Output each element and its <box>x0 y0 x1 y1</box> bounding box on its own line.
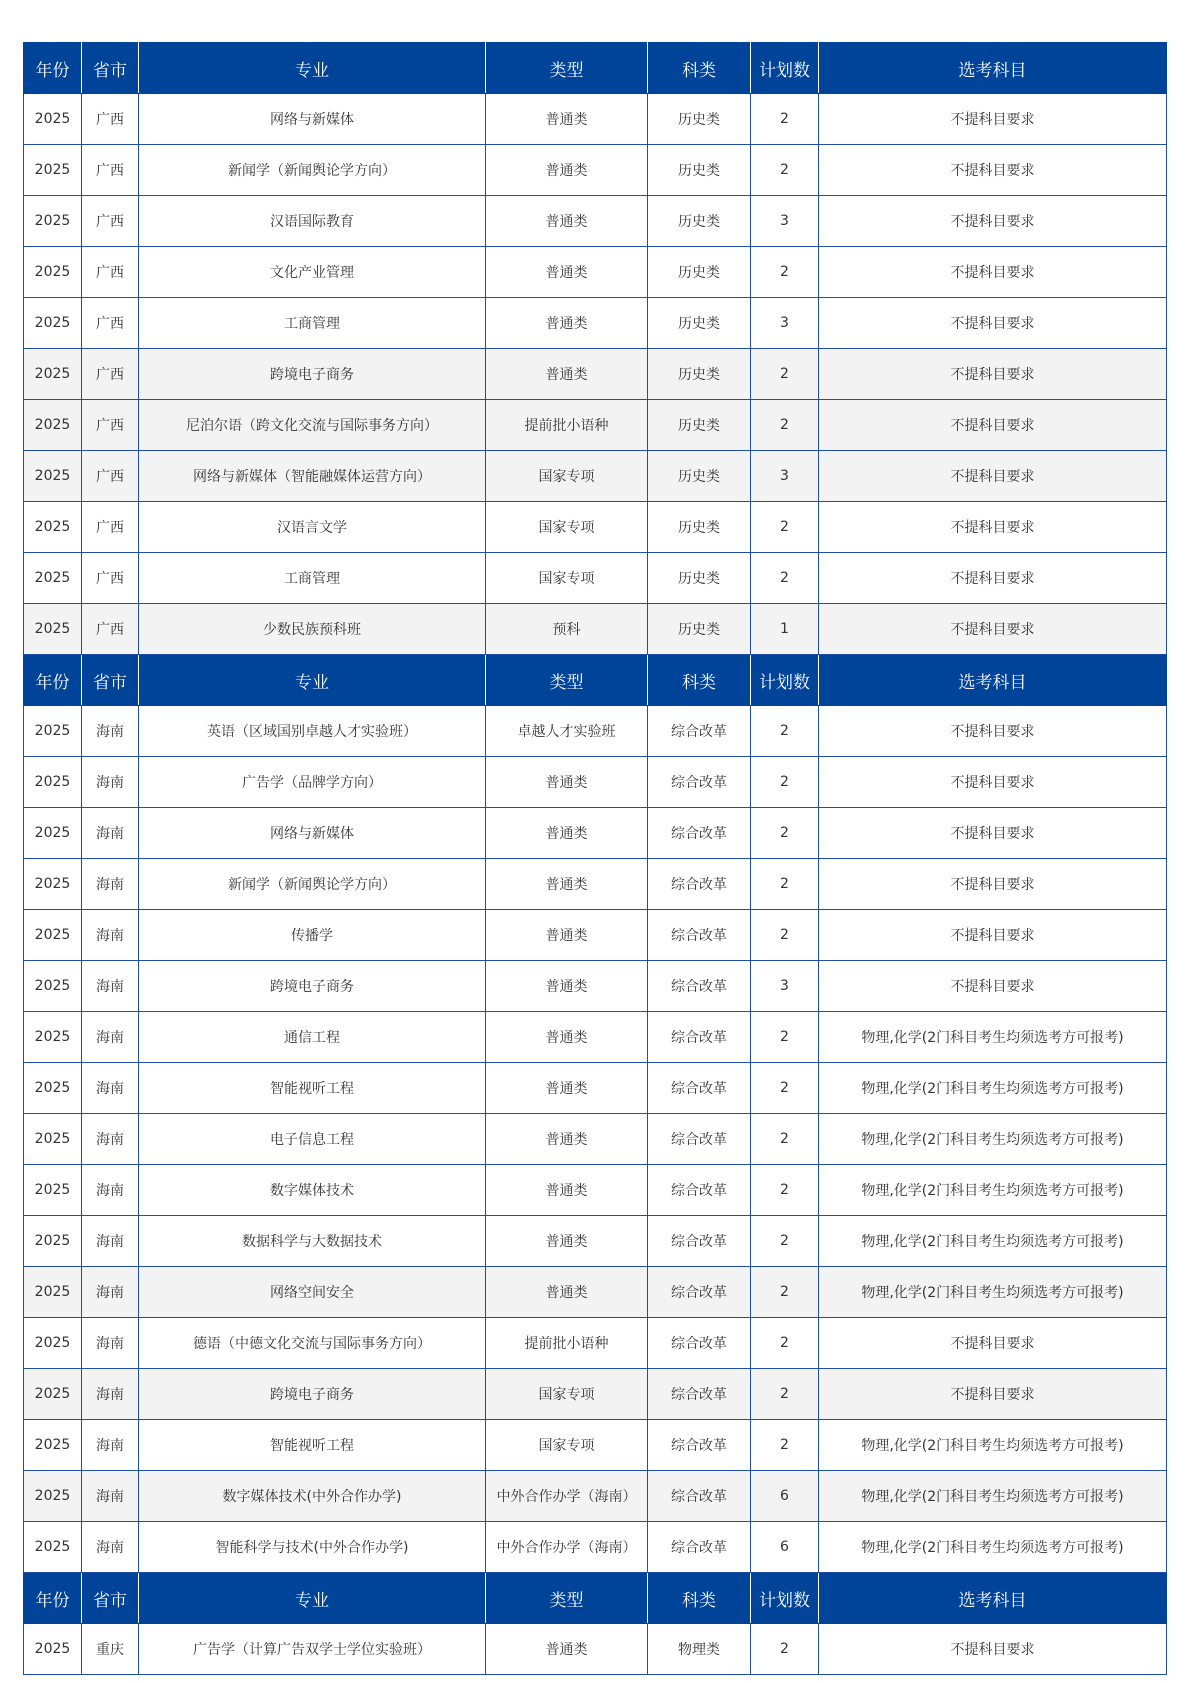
column-header-province: 省市 <box>82 655 139 706</box>
cell-category: 综合改革 <box>648 757 751 808</box>
table-row <box>24 1063 1167 1114</box>
column-header-required-subjects: 选考科目 <box>819 655 1167 706</box>
cell-year: 2025 <box>24 400 82 451</box>
table-row <box>24 706 1167 757</box>
cell-province: 海南 <box>82 1114 139 1165</box>
cell-year: 2025 <box>24 1012 82 1063</box>
cell-province: 海南 <box>82 1063 139 1114</box>
cell-required-subjects: 不提科目要求 <box>819 502 1167 553</box>
cell-plan-count: 3 <box>751 451 819 502</box>
cell-category: 历史类 <box>648 298 751 349</box>
cell-type: 普通类 <box>486 247 648 298</box>
column-header-year: 年份 <box>24 1573 82 1624</box>
table-row <box>24 451 1167 502</box>
cell-plan-count: 2 <box>751 808 819 859</box>
cell-province: 广西 <box>82 451 139 502</box>
column-header-category: 科类 <box>648 1573 751 1624</box>
cell-category: 历史类 <box>648 247 751 298</box>
cell-year: 2025 <box>24 1267 82 1318</box>
cell-type: 提前批小语种 <box>486 1318 648 1369</box>
cell-plan-count: 2 <box>751 247 819 298</box>
cell-required-subjects: 不提科目要求 <box>819 706 1167 757</box>
cell-type: 普通类 <box>486 1216 648 1267</box>
cell-required-subjects: 不提科目要求 <box>819 196 1167 247</box>
cell-required-subjects: 不提科目要求 <box>819 1318 1167 1369</box>
cell-province: 海南 <box>82 1471 139 1522</box>
cell-category: 历史类 <box>648 400 751 451</box>
cell-province: 广西 <box>82 502 139 553</box>
cell-plan-count: 2 <box>751 145 819 196</box>
cell-category: 综合改革 <box>648 1267 751 1318</box>
cell-year: 2025 <box>24 349 82 400</box>
cell-major: 汉语国际教育 <box>139 196 486 247</box>
cell-category: 历史类 <box>648 451 751 502</box>
cell-year: 2025 <box>24 1063 82 1114</box>
table-row <box>24 757 1167 808</box>
column-header-plan-count: 计划数 <box>751 655 819 706</box>
cell-required-subjects: 物理,化学(2门科目考生均须选考方可报考) <box>819 1522 1167 1573</box>
cell-plan-count: 2 <box>751 94 819 145</box>
cell-required-subjects: 物理,化学(2门科目考生均须选考方可报考) <box>819 1471 1167 1522</box>
cell-required-subjects: 物理,化学(2门科目考生均须选考方可报考) <box>819 1063 1167 1114</box>
cell-province: 海南 <box>82 1318 139 1369</box>
cell-required-subjects: 不提科目要求 <box>819 604 1167 655</box>
cell-required-subjects: 不提科目要求 <box>819 349 1167 400</box>
cell-province: 海南 <box>82 1522 139 1573</box>
table-row <box>24 247 1167 298</box>
cell-type: 普通类 <box>486 1267 648 1318</box>
cell-major: 广告学（品牌学方向） <box>139 757 486 808</box>
cell-category: 综合改革 <box>648 706 751 757</box>
cell-plan-count: 2 <box>751 1420 819 1471</box>
cell-type: 普通类 <box>486 196 648 247</box>
cell-year: 2025 <box>24 961 82 1012</box>
cell-year: 2025 <box>24 1216 82 1267</box>
column-header-type: 类型 <box>486 43 648 94</box>
cell-type: 国家专项 <box>486 1369 648 1420</box>
column-header-required-subjects: 选考科目 <box>819 43 1167 94</box>
cell-required-subjects: 不提科目要求 <box>819 910 1167 961</box>
cell-category: 综合改革 <box>648 1471 751 1522</box>
cell-type: 普通类 <box>486 1624 648 1675</box>
cell-type: 普通类 <box>486 859 648 910</box>
table-header-row <box>24 43 1167 94</box>
cell-major: 工商管理 <box>139 553 486 604</box>
cell-plan-count: 1 <box>751 604 819 655</box>
cell-plan-count: 2 <box>751 859 819 910</box>
cell-type: 普通类 <box>486 349 648 400</box>
cell-year: 2025 <box>24 1318 82 1369</box>
cell-required-subjects: 不提科目要求 <box>819 145 1167 196</box>
cell-category: 综合改革 <box>648 1063 751 1114</box>
table-row <box>24 553 1167 604</box>
cell-category: 综合改革 <box>648 1318 751 1369</box>
table-row <box>24 1216 1167 1267</box>
column-header-category: 科类 <box>648 655 751 706</box>
cell-province: 广西 <box>82 604 139 655</box>
cell-plan-count: 6 <box>751 1522 819 1573</box>
cell-major: 新闻学（新闻舆论学方向） <box>139 145 486 196</box>
cell-major: 工商管理 <box>139 298 486 349</box>
cell-major: 电子信息工程 <box>139 1114 486 1165</box>
cell-major: 新闻学（新闻舆论学方向） <box>139 859 486 910</box>
column-header-type: 类型 <box>486 655 648 706</box>
cell-year: 2025 <box>24 1114 82 1165</box>
cell-category: 综合改革 <box>648 910 751 961</box>
cell-type: 普通类 <box>486 1114 648 1165</box>
column-header-major: 专业 <box>139 655 486 706</box>
cell-province: 重庆 <box>82 1624 139 1675</box>
cell-major: 通信工程 <box>139 1012 486 1063</box>
cell-year: 2025 <box>24 298 82 349</box>
cell-province: 海南 <box>82 1012 139 1063</box>
cell-major: 跨境电子商务 <box>139 349 486 400</box>
column-header-year: 年份 <box>24 43 82 94</box>
cell-category: 历史类 <box>648 604 751 655</box>
cell-required-subjects: 物理,化学(2门科目考生均须选考方可报考) <box>819 1114 1167 1165</box>
table-header-row <box>24 1573 1167 1624</box>
cell-province: 海南 <box>82 910 139 961</box>
cell-category: 综合改革 <box>648 1114 751 1165</box>
column-header-province: 省市 <box>82 43 139 94</box>
cell-year: 2025 <box>24 706 82 757</box>
cell-type: 普通类 <box>486 1063 648 1114</box>
cell-required-subjects: 物理,化学(2门科目考生均须选考方可报考) <box>819 1012 1167 1063</box>
cell-year: 2025 <box>24 94 82 145</box>
cell-required-subjects: 物理,化学(2门科目考生均须选考方可报考) <box>819 1216 1167 1267</box>
cell-major: 数字媒体技术(中外合作办学) <box>139 1471 486 1522</box>
table-row <box>24 196 1167 247</box>
cell-province: 广西 <box>82 298 139 349</box>
cell-required-subjects: 不提科目要求 <box>819 859 1167 910</box>
cell-province: 海南 <box>82 706 139 757</box>
cell-province: 海南 <box>82 961 139 1012</box>
table-row <box>24 808 1167 859</box>
cell-category: 历史类 <box>648 553 751 604</box>
cell-plan-count: 2 <box>751 1063 819 1114</box>
cell-province: 海南 <box>82 1420 139 1471</box>
cell-major: 跨境电子商务 <box>139 961 486 1012</box>
cell-required-subjects: 不提科目要求 <box>819 400 1167 451</box>
cell-plan-count: 2 <box>751 757 819 808</box>
column-header-province: 省市 <box>82 1573 139 1624</box>
admission-plan-container <box>23 42 1166 1675</box>
table-header-row <box>24 655 1167 706</box>
table-row <box>24 1522 1167 1573</box>
cell-category: 历史类 <box>648 145 751 196</box>
cell-year: 2025 <box>24 1624 82 1675</box>
cell-required-subjects: 不提科目要求 <box>819 808 1167 859</box>
table-row <box>24 1165 1167 1216</box>
cell-type: 国家专项 <box>486 553 648 604</box>
table-row <box>24 961 1167 1012</box>
cell-required-subjects: 不提科目要求 <box>819 961 1167 1012</box>
cell-category: 物理类 <box>648 1624 751 1675</box>
cell-major: 德语（中德文化交流与国际事务方向） <box>139 1318 486 1369</box>
table-row <box>24 1369 1167 1420</box>
column-header-required-subjects: 选考科目 <box>819 1573 1167 1624</box>
cell-major: 传播学 <box>139 910 486 961</box>
cell-type: 普通类 <box>486 1012 648 1063</box>
table-row <box>24 400 1167 451</box>
cell-plan-count: 2 <box>751 1318 819 1369</box>
table-row <box>24 1624 1167 1675</box>
column-header-year: 年份 <box>24 655 82 706</box>
table-body <box>24 43 1167 1675</box>
cell-category: 历史类 <box>648 502 751 553</box>
cell-plan-count: 2 <box>751 1216 819 1267</box>
cell-required-subjects: 不提科目要求 <box>819 298 1167 349</box>
cell-required-subjects: 不提科目要求 <box>819 1624 1167 1675</box>
cell-plan-count: 3 <box>751 196 819 247</box>
cell-category: 综合改革 <box>648 1165 751 1216</box>
cell-year: 2025 <box>24 808 82 859</box>
cell-type: 提前批小语种 <box>486 400 648 451</box>
table-row <box>24 298 1167 349</box>
column-header-category: 科类 <box>648 43 751 94</box>
cell-type: 普通类 <box>486 1165 648 1216</box>
cell-plan-count: 2 <box>751 1012 819 1063</box>
cell-required-subjects: 不提科目要求 <box>819 247 1167 298</box>
cell-major: 文化产业管理 <box>139 247 486 298</box>
cell-major: 智能视听工程 <box>139 1420 486 1471</box>
table-row <box>24 94 1167 145</box>
cell-year: 2025 <box>24 757 82 808</box>
cell-province: 广西 <box>82 553 139 604</box>
cell-year: 2025 <box>24 145 82 196</box>
cell-province: 广西 <box>82 400 139 451</box>
cell-province: 广西 <box>82 94 139 145</box>
cell-year: 2025 <box>24 196 82 247</box>
cell-required-subjects: 物理,化学(2门科目考生均须选考方可报考) <box>819 1267 1167 1318</box>
cell-major: 广告学（计算广告双学士学位实验班） <box>139 1624 486 1675</box>
cell-plan-count: 3 <box>751 298 819 349</box>
cell-major: 跨境电子商务 <box>139 1369 486 1420</box>
cell-type: 卓越人才实验班 <box>486 706 648 757</box>
cell-major: 汉语言文学 <box>139 502 486 553</box>
table-row <box>24 502 1167 553</box>
column-header-type: 类型 <box>486 1573 648 1624</box>
column-header-major: 专业 <box>139 1573 486 1624</box>
cell-major: 数据科学与大数据技术 <box>139 1216 486 1267</box>
cell-plan-count: 6 <box>751 1471 819 1522</box>
cell-type: 普通类 <box>486 961 648 1012</box>
cell-major: 网络与新媒体 <box>139 94 486 145</box>
cell-category: 综合改革 <box>648 808 751 859</box>
cell-major: 网络与新媒体（智能融媒体运营方向） <box>139 451 486 502</box>
cell-year: 2025 <box>24 247 82 298</box>
cell-year: 2025 <box>24 1471 82 1522</box>
cell-type: 普通类 <box>486 757 648 808</box>
cell-type: 普通类 <box>486 910 648 961</box>
cell-major: 网络空间安全 <box>139 1267 486 1318</box>
cell-category: 综合改革 <box>648 1420 751 1471</box>
column-header-major: 专业 <box>139 43 486 94</box>
cell-plan-count: 2 <box>751 502 819 553</box>
cell-major: 英语（区域国别卓越人才实验班） <box>139 706 486 757</box>
cell-major: 少数民族预科班 <box>139 604 486 655</box>
cell-year: 2025 <box>24 1420 82 1471</box>
cell-plan-count: 2 <box>751 1624 819 1675</box>
cell-type: 普通类 <box>486 145 648 196</box>
cell-plan-count: 2 <box>751 553 819 604</box>
cell-plan-count: 2 <box>751 400 819 451</box>
cell-year: 2025 <box>24 1165 82 1216</box>
cell-required-subjects: 不提科目要求 <box>819 451 1167 502</box>
cell-plan-count: 3 <box>751 961 819 1012</box>
cell-type: 国家专项 <box>486 1420 648 1471</box>
cell-category: 综合改革 <box>648 1012 751 1063</box>
cell-year: 2025 <box>24 859 82 910</box>
table-row <box>24 604 1167 655</box>
table-row <box>24 1012 1167 1063</box>
cell-year: 2025 <box>24 604 82 655</box>
cell-year: 2025 <box>24 451 82 502</box>
table-row <box>24 859 1167 910</box>
cell-province: 海南 <box>82 757 139 808</box>
cell-required-subjects: 不提科目要求 <box>819 553 1167 604</box>
table-row <box>24 1471 1167 1522</box>
cell-category: 综合改革 <box>648 1216 751 1267</box>
table-row <box>24 1420 1167 1471</box>
column-header-plan-count: 计划数 <box>751 43 819 94</box>
cell-year: 2025 <box>24 910 82 961</box>
cell-required-subjects: 物理,化学(2门科目考生均须选考方可报考) <box>819 1420 1167 1471</box>
cell-major: 网络与新媒体 <box>139 808 486 859</box>
cell-plan-count: 2 <box>751 1165 819 1216</box>
table-row <box>24 1267 1167 1318</box>
cell-province: 海南 <box>82 859 139 910</box>
cell-major: 尼泊尔语（跨文化交流与国际事务方向） <box>139 400 486 451</box>
cell-province: 广西 <box>82 145 139 196</box>
cell-year: 2025 <box>24 553 82 604</box>
cell-province: 海南 <box>82 1216 139 1267</box>
cell-type: 普通类 <box>486 298 648 349</box>
table-row <box>24 349 1167 400</box>
cell-major: 数字媒体技术 <box>139 1165 486 1216</box>
cell-major: 智能科学与技术(中外合作办学) <box>139 1522 486 1573</box>
column-header-plan-count: 计划数 <box>751 1573 819 1624</box>
table-row <box>24 1318 1167 1369</box>
cell-type: 国家专项 <box>486 502 648 553</box>
cell-province: 广西 <box>82 349 139 400</box>
cell-plan-count: 2 <box>751 910 819 961</box>
cell-year: 2025 <box>24 1369 82 1420</box>
admission-plan-table <box>23 42 1167 1675</box>
cell-required-subjects: 不提科目要求 <box>819 94 1167 145</box>
table-row <box>24 145 1167 196</box>
cell-category: 综合改革 <box>648 859 751 910</box>
cell-province: 海南 <box>82 808 139 859</box>
cell-type: 普通类 <box>486 94 648 145</box>
table-row <box>24 910 1167 961</box>
cell-province: 广西 <box>82 196 139 247</box>
cell-category: 历史类 <box>648 349 751 400</box>
cell-category: 历史类 <box>648 94 751 145</box>
cell-plan-count: 2 <box>751 706 819 757</box>
table-row <box>24 1114 1167 1165</box>
cell-plan-count: 2 <box>751 1369 819 1420</box>
cell-type: 中外合作办学（海南） <box>486 1471 648 1522</box>
cell-plan-count: 2 <box>751 1267 819 1318</box>
cell-province: 海南 <box>82 1369 139 1420</box>
cell-type: 普通类 <box>486 808 648 859</box>
cell-province: 海南 <box>82 1267 139 1318</box>
cell-province: 海南 <box>82 1165 139 1216</box>
cell-year: 2025 <box>24 502 82 553</box>
cell-year: 2025 <box>24 1522 82 1573</box>
cell-required-subjects: 物理,化学(2门科目考生均须选考方可报考) <box>819 1165 1167 1216</box>
cell-category: 综合改革 <box>648 961 751 1012</box>
cell-category: 历史类 <box>648 196 751 247</box>
cell-required-subjects: 不提科目要求 <box>819 757 1167 808</box>
cell-plan-count: 2 <box>751 1114 819 1165</box>
cell-type: 国家专项 <box>486 451 648 502</box>
cell-category: 综合改革 <box>648 1369 751 1420</box>
cell-category: 综合改革 <box>648 1522 751 1573</box>
cell-type: 中外合作办学（海南） <box>486 1522 648 1573</box>
cell-type: 预科 <box>486 604 648 655</box>
cell-major: 智能视听工程 <box>139 1063 486 1114</box>
cell-province: 广西 <box>82 247 139 298</box>
cell-required-subjects: 不提科目要求 <box>819 1369 1167 1420</box>
cell-plan-count: 2 <box>751 349 819 400</box>
